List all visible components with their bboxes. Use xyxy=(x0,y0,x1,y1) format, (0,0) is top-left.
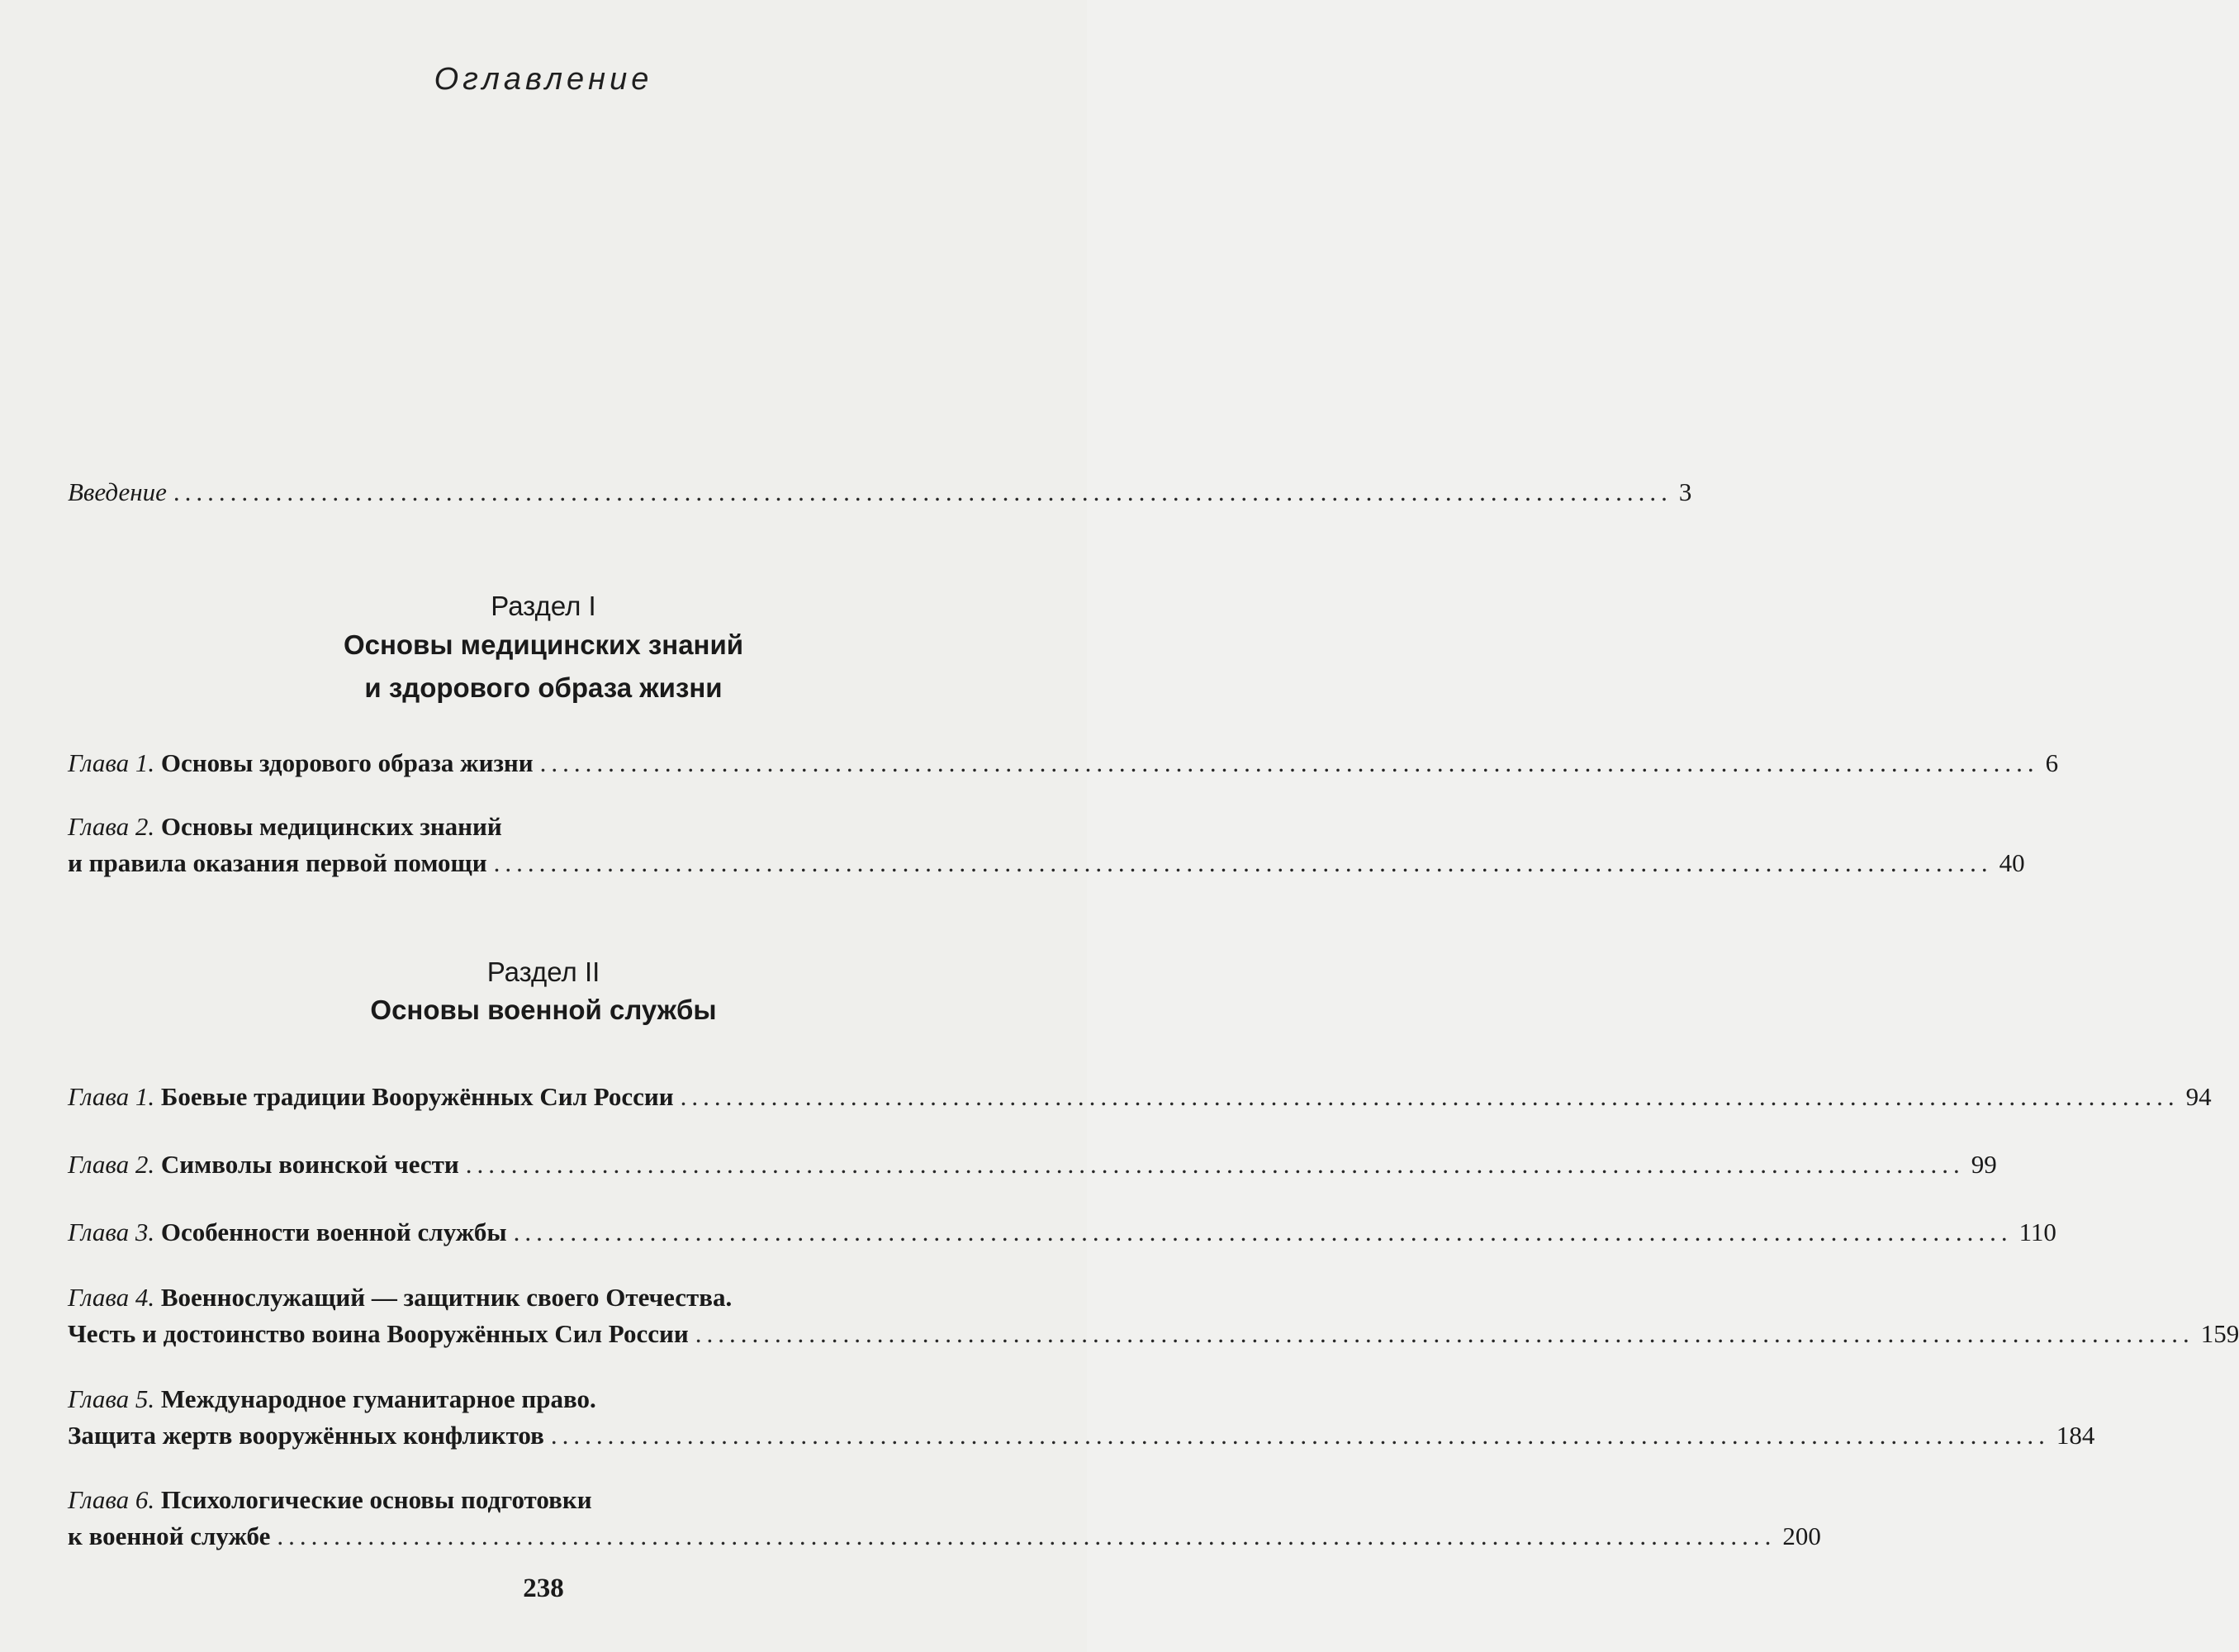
toc-entry-s2-ch6[interactable] xyxy=(68,1521,1821,1551)
leader-dots: .................................................................................................................................... xyxy=(539,748,2039,777)
toc-entry-s1-ch2-line1[interactable] xyxy=(68,812,502,842)
chapter-title: Основы медицинских знаний xyxy=(160,812,502,841)
page-ref: 6 xyxy=(2045,748,2059,777)
page-ref: 94 xyxy=(2185,1082,2212,1111)
page-ref: 159 xyxy=(2200,1319,2239,1348)
chapter-prefix: Глава 1. xyxy=(68,748,155,777)
chapter-prefix: Глава 6. xyxy=(68,1485,155,1514)
chapter-title-cont: Честь и достоинство воина Вооружённых Сил России xyxy=(68,1319,689,1348)
section-2-title: Основы военной службы xyxy=(370,995,717,1025)
toc-entry-introduction[interactable] xyxy=(68,477,1692,507)
page-ref: 110 xyxy=(2018,1218,2056,1246)
page-ref: 184 xyxy=(2056,1421,2095,1450)
chapter-title: Психологические основы подготовки xyxy=(160,1485,592,1514)
chapter-prefix: Глава 5. xyxy=(68,1384,155,1413)
chapter-prefix: Глава 2. xyxy=(68,1150,155,1179)
chapter-title: Военнослужащий — защитник своего Отечества. xyxy=(160,1283,733,1312)
chapter-title: Боевые традиции Вооружённых Сил России xyxy=(160,1082,674,1111)
toc-entry-s2-ch6-line1[interactable] xyxy=(68,1485,592,1515)
chapter-title-cont: к военной службе xyxy=(68,1521,271,1550)
chapter-prefix: Глава 2. xyxy=(68,812,155,841)
leader-dots: .................................................................................................................................... xyxy=(277,1521,1776,1550)
toc-entry-s1-ch2[interactable] xyxy=(68,848,2025,878)
chapter-title: Символы воинской чести xyxy=(160,1150,459,1179)
chapter-title: Основы здорового образа жизни xyxy=(160,748,534,777)
page-ref: 40 xyxy=(1999,848,2025,877)
leader-dots: .................................................................................................................................... xyxy=(513,1218,2013,1246)
page-number: 238 xyxy=(523,1574,564,1603)
chapter-title: Международное гуманитарное право. xyxy=(160,1384,596,1413)
leader-dots: .................................................................................................................................... xyxy=(550,1421,2050,1450)
chapter-title-cont: и правила оказания первой помощи xyxy=(68,848,487,877)
toc-entry-s2-ch1[interactable] xyxy=(68,1082,2212,1112)
chapter-prefix: Глава 4. xyxy=(68,1283,155,1312)
page-ref: 99 xyxy=(1971,1150,1997,1179)
entry-label: Введение xyxy=(68,477,167,506)
toc-entry-s1-ch1[interactable] xyxy=(68,748,2059,778)
section-2-label: Раздел II xyxy=(486,957,600,987)
chapter-prefix: Глава 3. xyxy=(68,1218,155,1246)
leader-dots: .................................................................................................................................... xyxy=(680,1082,2180,1111)
leader-dots: .................................................................................................................................... xyxy=(173,477,1672,506)
section-1-label: Раздел I xyxy=(491,591,596,621)
toc-entry-s2-ch4-line1[interactable] xyxy=(68,1283,732,1313)
toc-entry-s2-ch3[interactable] xyxy=(68,1218,2056,1247)
page-ref: 3 xyxy=(1678,477,1692,506)
toc-entry-s2-ch2[interactable] xyxy=(68,1150,1997,1180)
toc-entry-s2-ch5-line1[interactable] xyxy=(68,1384,596,1414)
toc-entry-s2-ch4[interactable] xyxy=(68,1319,2239,1349)
chapter-title-cont: Защита жертв вооружённых конфликтов xyxy=(68,1421,544,1450)
leader-dots: .................................................................................................................................... xyxy=(465,1150,1965,1179)
chapter-title: Особенности военной службы xyxy=(160,1218,507,1246)
leader-dots: .................................................................................................................................... xyxy=(695,1319,2194,1348)
section-1-title-line1: Основы медицинских знаний xyxy=(343,629,744,660)
leader-dots: .................................................................................................................................... xyxy=(493,848,1993,877)
page-ref: 200 xyxy=(1782,1521,1821,1550)
page-title: Оглавление xyxy=(434,62,653,97)
chapter-prefix: Глава 1. xyxy=(68,1082,155,1111)
toc-entry-s2-ch5[interactable] xyxy=(68,1421,2095,1450)
section-1-title-line2: и здорового образа жизни xyxy=(364,672,723,703)
